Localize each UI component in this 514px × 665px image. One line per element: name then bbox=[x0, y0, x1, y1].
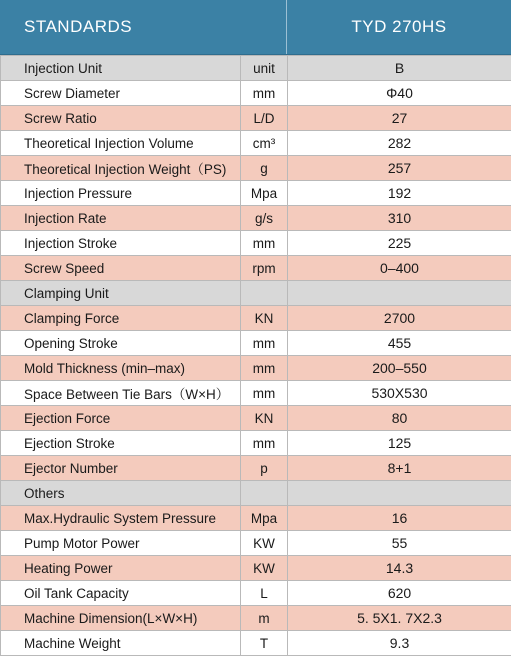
spec-label: Heating Power bbox=[1, 556, 241, 581]
table-row bbox=[1, 581, 512, 606]
table-row bbox=[1, 381, 512, 406]
spec-value: 27 bbox=[288, 106, 512, 131]
spec-value: 8+1 bbox=[288, 456, 512, 481]
spec-label: Injection Unit bbox=[1, 56, 241, 81]
spec-value: 620 bbox=[288, 581, 512, 606]
spec-label: Injection Stroke bbox=[1, 231, 241, 256]
spec-label: Theoretical Injection Volume bbox=[1, 131, 241, 156]
spec-unit: KN bbox=[241, 406, 288, 431]
spec-value: 80 bbox=[288, 406, 512, 431]
spec-unit: unit bbox=[241, 56, 288, 81]
table-row bbox=[1, 106, 512, 131]
spec-value: 225 bbox=[288, 231, 512, 256]
table-row bbox=[1, 506, 512, 531]
table-row bbox=[1, 206, 512, 231]
spec-unit: m bbox=[241, 606, 288, 631]
spec-label: Ejection Stroke bbox=[1, 431, 241, 456]
spec-value: 16 bbox=[288, 506, 512, 531]
spec-label: Ejector Number bbox=[1, 456, 241, 481]
spec-label: Space Between Tie Bars（W×H） bbox=[1, 381, 241, 406]
spec-value: B bbox=[288, 56, 512, 81]
spec-label: Screw Diameter bbox=[1, 81, 241, 106]
table-row bbox=[1, 606, 512, 631]
model-heading: TYD 270HS bbox=[351, 17, 447, 36]
spec-label: Pump Motor Power bbox=[1, 531, 241, 556]
spec-value bbox=[288, 481, 512, 506]
spec-unit: mm bbox=[241, 231, 288, 256]
standards-heading: STANDARDS bbox=[0, 0, 287, 54]
table-row bbox=[1, 631, 512, 656]
table-row bbox=[1, 81, 512, 106]
spec-value: 257 bbox=[288, 156, 512, 181]
spec-unit: mm bbox=[241, 331, 288, 356]
spec-label: Clamping Force bbox=[1, 306, 241, 331]
spec-value: 530X530 bbox=[288, 381, 512, 406]
spec-unit: Mpa bbox=[241, 181, 288, 206]
spec-value: 2700 bbox=[288, 306, 512, 331]
spec-unit: g/s bbox=[241, 206, 288, 231]
table-row bbox=[1, 56, 512, 81]
table-row bbox=[1, 256, 512, 281]
spec-table-body bbox=[1, 56, 512, 656]
table-row bbox=[1, 131, 512, 156]
spec-unit: L bbox=[241, 581, 288, 606]
spec-unit: mm bbox=[241, 381, 288, 406]
spec-unit: p bbox=[241, 456, 288, 481]
table-row bbox=[1, 556, 512, 581]
spec-label: Ejection Force bbox=[1, 406, 241, 431]
spec-label: Screw Speed bbox=[1, 256, 241, 281]
spec-label: Oil Tank Capacity bbox=[1, 581, 241, 606]
table-row bbox=[1, 456, 512, 481]
table-row bbox=[1, 181, 512, 206]
spec-label: Injection Pressure bbox=[1, 181, 241, 206]
spec-value: 200–550 bbox=[288, 356, 512, 381]
spec-label: Clamping Unit bbox=[1, 281, 241, 306]
spec-label: Machine Dimension(L×W×H) bbox=[1, 606, 241, 631]
table-row bbox=[1, 406, 512, 431]
spec-value: 14.3 bbox=[288, 556, 512, 581]
spec-unit bbox=[241, 281, 288, 306]
table-row bbox=[1, 281, 512, 306]
table-row bbox=[1, 331, 512, 356]
table-row bbox=[1, 356, 512, 381]
spec-label: Max.Hydraulic System Pressure bbox=[1, 506, 241, 531]
table-row bbox=[1, 231, 512, 256]
spec-label: Machine Weight bbox=[1, 631, 241, 656]
spec-label: Injection Rate bbox=[1, 206, 241, 231]
spec-unit: mm bbox=[241, 431, 288, 456]
spec-unit: T bbox=[241, 631, 288, 656]
spec-unit: Mpa bbox=[241, 506, 288, 531]
spec-table bbox=[0, 55, 512, 656]
table-row bbox=[1, 156, 512, 181]
spec-unit: KN bbox=[241, 306, 288, 331]
spec-value: 125 bbox=[288, 431, 512, 456]
spec-value: 55 bbox=[288, 531, 512, 556]
spec-unit: mm bbox=[241, 81, 288, 106]
spec-unit: KW bbox=[241, 556, 288, 581]
spec-unit: rpm bbox=[241, 256, 288, 281]
table-row bbox=[1, 531, 512, 556]
spec-value: 5. 5X1. 7X2.3 bbox=[288, 606, 512, 631]
table-row bbox=[1, 431, 512, 456]
spec-unit: mm bbox=[241, 356, 288, 381]
spec-value bbox=[288, 281, 512, 306]
spec-label: Mold Thickness (min–max) bbox=[1, 356, 241, 381]
spec-unit bbox=[241, 481, 288, 506]
spec-value: 192 bbox=[288, 181, 512, 206]
spec-value: Φ40 bbox=[288, 81, 512, 106]
spec-value: 310 bbox=[288, 206, 512, 231]
spec-label: Opening Stroke bbox=[1, 331, 241, 356]
spec-label: Screw Ratio bbox=[1, 106, 241, 131]
spec-value: 0–400 bbox=[288, 256, 512, 281]
table-row bbox=[1, 481, 512, 506]
table-row bbox=[1, 306, 512, 331]
spec-unit: g bbox=[241, 156, 288, 181]
spec-value: 282 bbox=[288, 131, 512, 156]
spec-label: Theoretical Injection Weight（PS) bbox=[1, 156, 241, 181]
table-header bbox=[0, 0, 511, 56]
spec-value: 455 bbox=[288, 331, 512, 356]
spec-label: Others bbox=[1, 481, 241, 506]
spec-value: 9.3 bbox=[288, 631, 512, 656]
spec-unit: KW bbox=[241, 531, 288, 556]
spec-unit: L/D bbox=[241, 106, 288, 131]
spec-unit: cm³ bbox=[241, 131, 288, 156]
